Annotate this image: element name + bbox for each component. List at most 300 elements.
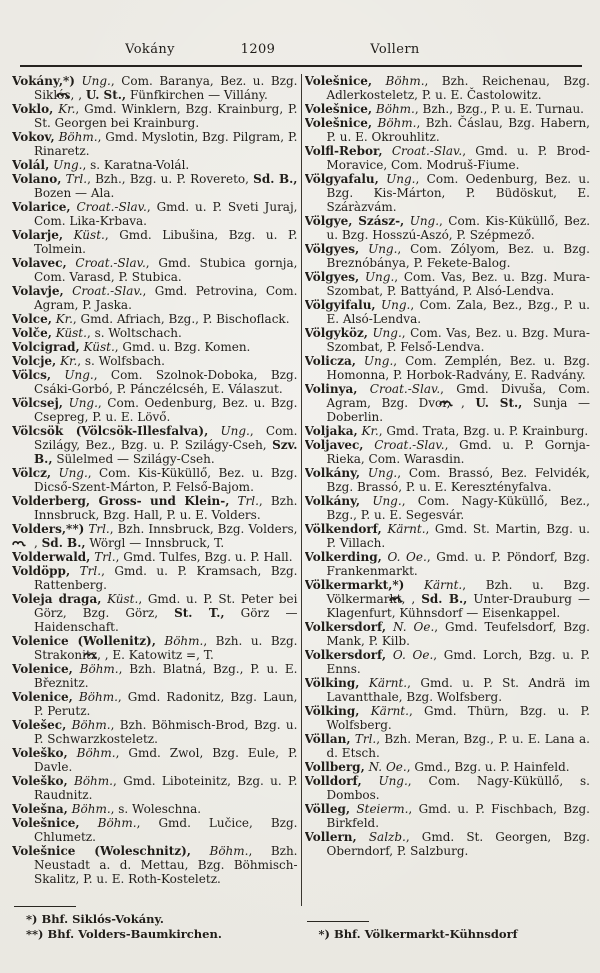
directory-entry [305, 676, 591, 704]
entry-text [51, 368, 64, 382]
directory-entry [305, 760, 591, 774]
directory-entry [305, 424, 591, 438]
entry-region-abbrev: Böhm. [71, 802, 111, 816]
entry-text: , s. Woltschach. [86, 326, 182, 340]
entry-text: , Gmd. u. P. St. Andrä im Lavantthale, Bzg. Wolfsberg. [326, 676, 590, 704]
entry-region-abbrev: Küst. [55, 326, 87, 340]
directory-entry [305, 438, 591, 466]
entry-text: , Gmd. Divuša, Com. Agram, Bzg. Dvor, [326, 382, 590, 410]
entry-text: Görz — Haidenschaft. [34, 606, 298, 634]
entry-text [73, 662, 80, 676]
directory-entry [12, 284, 298, 312]
footnote-rule [14, 906, 76, 908]
directory-entry [305, 732, 591, 760]
entry-headword: Völleg, [304, 802, 351, 816]
entry-text [191, 844, 210, 858]
entry-headword: Volcigrad, [12, 340, 80, 354]
entry-text: , Gmd. u. P. Gornja-Rieka, Com. Warasdin. [326, 438, 590, 466]
entry-text [360, 466, 368, 480]
directory-entry [305, 494, 591, 522]
entry-headword: Voljaka, [304, 424, 358, 438]
entry-region-abbrev: Trl. [65, 172, 88, 186]
entry-region-abbrev: Ung. [372, 494, 402, 508]
entry-text: Fünfkirchen — Villány. [126, 88, 268, 102]
entry-headword: Sd. B., [253, 172, 298, 186]
entry-text: , Gmd., Bzg. u. P. Hainfeld. [406, 760, 570, 774]
entry-text: Sunja — Doberlin. [326, 396, 590, 424]
entry-text: , Gmd. u. P. Fischbach, Bzg. Birkfeld. [326, 802, 590, 830]
directory-entry [12, 774, 298, 802]
directory-entry [12, 340, 298, 354]
directory-entry [12, 494, 298, 522]
directory-entry [12, 368, 298, 396]
entry-headword: Volce, [12, 312, 52, 326]
directory-entry [12, 228, 298, 256]
entry-text [386, 648, 393, 662]
entry-text: , Gmd. Stubica gornja, Com. Varasd, P. Stubica. [34, 256, 298, 284]
entry-text: , Gmd. u. P. Pöndorf, Bzg. Frankenmarkt. [326, 550, 590, 578]
entry-headword: Voleja draga, [12, 592, 102, 606]
entry-region-abbrev: Croat.-Slav. [391, 144, 463, 158]
entry-text: , Gmd. St. Martin, Bzg. u. P. Villach. [326, 522, 590, 550]
entry-region-abbrev: Böhm. [71, 718, 111, 732]
entry-text: , Bzh. u. Bzg. Völkermarkt, [326, 578, 590, 606]
entry-text: , Gmd. Liboteinitz, Bzg. u. P. Raudnitz. [34, 774, 298, 802]
entry-region-abbrev: Croat.-Slav. [72, 284, 143, 298]
entry-region-abbrev: Böhm. [385, 74, 425, 88]
entry-headword: Vollberg, [304, 760, 365, 774]
page-header [12, 42, 590, 60]
entry-text [229, 494, 237, 508]
entry-region-abbrev: Croat.-Slav. [75, 256, 146, 270]
entry-text: , Gmd. Teufelsdorf, Bzg. Mank, P. Kilb. [326, 620, 590, 648]
directory-entry [12, 690, 298, 718]
directory-entry [305, 298, 591, 326]
entry-region-abbrev: Trl. [237, 494, 259, 508]
directory-entry [12, 564, 298, 592]
entry-region-abbrev: Trl. [79, 564, 102, 578]
entry-region-abbrev: Böhm. [377, 116, 417, 130]
entry-region-abbrev: Ung. [364, 270, 395, 284]
entry-region-abbrev: Böhm. [76, 746, 116, 760]
entry-text: , Bzh. Böhmisch-Brod, Bzg. u. P. Schwarzkosteletz. [34, 718, 298, 746]
entry-headword: Völgye, Szász-, [304, 214, 405, 228]
directory-entry [305, 578, 591, 620]
entry-text: Bozen — Ala. [34, 186, 115, 200]
entry-text [383, 144, 392, 158]
entry-headword: Völgyafalu, [304, 172, 379, 186]
directory-entry [12, 326, 298, 340]
entry-headword: Volkerding, [304, 550, 382, 564]
directory-entry [305, 704, 591, 732]
directory-entry [12, 354, 298, 368]
entry-text: , [78, 88, 86, 102]
entry-headword: Voleško, [12, 774, 68, 788]
entry-text: , Gmd. u. P. Sveti Juraj, Com. Lika-Krbava. [34, 200, 298, 228]
directory-entry [305, 382, 591, 424]
footnote-marker: **) [26, 927, 44, 941]
directory-entry [12, 74, 298, 102]
entry-headword: Volešnice, [12, 816, 80, 830]
entry-text: , Com. Zemplén, Bez. u. Bzg. Homonna, P. Horbok-Radvány, E. Radvány. [326, 354, 590, 382]
directory-entry [305, 620, 591, 648]
entry-text: , Com. Oedenburg, Bez. u. Bzg. Csepreg, P. u. E. Lövő. [34, 396, 298, 424]
entry-text: Sülelmed — Szilágy-Cseh. [52, 452, 215, 466]
entry-headword: Volkány, [304, 466, 361, 480]
directory-entry [12, 816, 298, 844]
entry-region-abbrev: Ung. [68, 396, 98, 410]
entry-text [359, 242, 368, 256]
header-keyword-right: Vollern [370, 42, 420, 57]
entry-text [63, 228, 74, 242]
footnote [12, 912, 298, 927]
entry-text: , Gmd. Trata, Bzg. u. P. Krainburg. [378, 424, 589, 438]
entry-region-abbrev: Croat.-Slav. [374, 438, 445, 452]
entry-region-abbrev: Ung. [363, 354, 394, 368]
entry-headword: Szv. B., [34, 438, 298, 466]
directory-entry [305, 214, 591, 242]
entry-region-abbrev: Kärnt. [424, 578, 463, 592]
directory-entry [12, 718, 298, 746]
entry-headword: Völking, [304, 676, 360, 690]
footnote-block [305, 917, 591, 943]
entry-headword: U. St., [475, 396, 523, 410]
directory-entry [12, 424, 298, 466]
entry-headword: Volenice, [12, 690, 73, 704]
entry-region-abbrev: Böhm. [97, 816, 137, 830]
entry-text [359, 676, 368, 690]
entry-region-abbrev: Küst. [83, 340, 115, 354]
entry-headword: Völking, [304, 704, 360, 718]
entry-region-abbrev: Trl. [88, 522, 110, 536]
entry-region-abbrev: Böhm. [74, 774, 113, 788]
footnote [12, 927, 298, 942]
entry-region-abbrev: Kr. [58, 102, 76, 116]
entry-text [386, 620, 393, 634]
entry-text: Unter-Drauburg — Klagenfurt, Kühnsdorf — Eisenkappel. [326, 592, 590, 620]
directory-entry [12, 592, 298, 634]
entry-text: , Gmd. Petrovina, Com. Agram, P. Jaska. [34, 284, 298, 312]
directory-entry [12, 172, 298, 200]
entry-region-abbrev: O. Oe. [387, 550, 427, 564]
entry-region-abbrev: Croat.-Slav. [369, 382, 441, 396]
column-container [12, 74, 590, 942]
entry-text: , [411, 592, 422, 606]
entry-headword: U. St., [85, 88, 127, 102]
entry-text [68, 746, 77, 760]
entry-region-abbrev: N. Oe. [368, 760, 407, 774]
entry-text: , Com. Nagy-Küküllő, s. Dombos. [326, 774, 590, 802]
entry-headword: Volkersdorf, [304, 620, 387, 634]
entry-headword: Volfl-Rebor, [304, 144, 383, 158]
directory-entry [305, 116, 591, 144]
entry-text: , Com. Szilágy, Bez., Bzg. u. P. Szilágy-Cseh, [34, 424, 298, 452]
entry-region-abbrev: Trl. [94, 550, 116, 564]
directory-entry [12, 396, 298, 424]
directory-entry [12, 200, 298, 228]
entry-headword: Volešec, [12, 718, 67, 732]
entry-text: , Gmd. Thürn, Bzg. u. P. Wolfsberg. [326, 704, 590, 732]
entry-text: , s. Wolfsbach. [77, 354, 165, 368]
entry-text [356, 354, 364, 368]
entry-text [359, 704, 370, 718]
entry-text: , [34, 536, 42, 550]
directory-entry [305, 242, 591, 270]
entry-text: , Gmd. u. P. St. Peter bei Görz, Bzg. Görz, [34, 592, 298, 620]
entry-headword: St. T., [174, 606, 225, 620]
directory-entry [12, 522, 298, 550]
entry-region-abbrev: Ung. [220, 424, 250, 438]
entry-region-abbrev: Ung. [372, 326, 402, 340]
entry-headword: Volkány, [304, 494, 361, 508]
entry-headword: Voleško, [12, 746, 68, 760]
footnote-block [12, 902, 298, 943]
entry-text: , Bzh. Innsbruck, Bzg. Hall, P. u. E. Volders. [34, 494, 298, 522]
header-rule [20, 65, 582, 67]
entry-region-abbrev: Kärnt. [368, 676, 408, 690]
entry-region-abbrev: Ung. [367, 466, 398, 480]
footnote-marker: *) [318, 927, 330, 941]
entry-headword: Volicza, [304, 354, 356, 368]
directory-entry [305, 550, 591, 578]
entry-headword: Völgyes, [304, 242, 360, 256]
entry-region-abbrev: Ung. [409, 214, 440, 228]
entry-text: , Bzh., Bzg., P. u. E. Turnau. [414, 102, 584, 116]
entry-headword: Volavje, [12, 284, 64, 298]
directory-entry [12, 550, 298, 564]
directory-entry [305, 172, 591, 214]
entry-region-abbrev: Salzb. [368, 830, 406, 844]
directory-entry [305, 522, 591, 550]
directory-entry [305, 102, 591, 116]
entry-text: , Com. Baranya, Bez. u. Bzg. Siklós, [34, 74, 298, 102]
entry-region-abbrev: Croat.-Slav. [76, 200, 147, 214]
entry-text: , Com. Zala, Bez., Bzg., P. u. E. Alsó-Lendva. [326, 298, 590, 326]
entry-text: , s. Woleschna. [110, 802, 202, 816]
entry-region-abbrev: Böhm. [78, 690, 118, 704]
entry-text: , Bzh., Bzg. u. P. Rovereto, [87, 172, 254, 186]
entry-text: , Com. Vas, Bez. u. Bzg. Mura-Szombat, P. Felső-Lendva. [326, 326, 590, 354]
entry-text [404, 578, 424, 592]
entry-headword: Volderwald, [12, 550, 91, 564]
entry-region-abbrev: Ung. [381, 298, 411, 312]
entry-text: , Bzh. Innsbruck, Bzg. Volders, [109, 522, 298, 536]
entry-headword: Völgyifalu, [304, 298, 376, 312]
entry-region-abbrev: Böhm. [79, 662, 119, 676]
entry-text [357, 382, 369, 396]
page-number: 1209 [240, 42, 276, 57]
entry-region-abbrev: Böhm. [58, 130, 98, 144]
directory-entry [12, 312, 298, 326]
entry-headword: Völcsök (Völcsök-Illesfalva), [12, 424, 209, 438]
entry-text [362, 774, 379, 788]
directory-entry [305, 774, 591, 802]
directory-entry [12, 746, 298, 774]
entry-headword: Volešnice (Woleschnitz), [12, 844, 191, 858]
header-keyword-left: Vokány [125, 42, 175, 57]
entry-headword: Volenice, [12, 662, 73, 676]
entry-region-abbrev: Böhm. [375, 102, 415, 116]
entry-headword: Völcsej, [12, 396, 63, 410]
entry-text: , Gmd. Zwol, Bzg. Eule, P. Davle. [34, 746, 298, 774]
entry-text: , Gmd. St. Georgen, Bzg. Oberndorf, P. Salzburg. [326, 830, 590, 858]
entry-headword: Volarice, [12, 200, 71, 214]
entry-headword: Völkendorf, [304, 522, 382, 536]
entry-region-abbrev: N. Oe. [393, 620, 435, 634]
directory-entry [12, 158, 298, 172]
entry-text [208, 424, 220, 438]
footnote-text: Bhf. Siklós-Vokány. [41, 912, 164, 926]
entry-headword: Völgyköz, [304, 326, 368, 340]
entry-text [64, 284, 72, 298]
footnote-rule [307, 921, 369, 923]
entry-text: , Gmd. Afriach, Bzg., P. Bischoflack. [72, 312, 290, 326]
footnote-text: Bhf. Volders-Baumkirchen. [47, 927, 222, 941]
entry-headword: Volešnice, [304, 102, 373, 116]
entry-region-abbrev: O. Oe. [392, 648, 434, 662]
entry-region-abbrev: Ung. [81, 74, 111, 88]
entry-text: , Gmd. u. P. Kramsach, Bzg. Rattenberg. [34, 564, 298, 592]
entry-text: , Com. Oedenburg, Bez. u. Bzg. Kis-Márton, P. Büdöskut, E. Száràzvám. [326, 172, 590, 214]
entry-text: , Gmd. u. P. Brod-Moravice, Com. Modruš-Fiume. [326, 144, 590, 172]
directory-entry [305, 648, 591, 676]
entry-headword: Vollern, [304, 830, 357, 844]
entry-headword: Sd. B., [421, 592, 468, 606]
entry-text: , E. Katowitz =, T. [104, 648, 214, 662]
entry-headword: Völlan, [304, 732, 351, 746]
entry-text: , Gmd. Tulfes, Bzg. u. P. Hall. [115, 550, 293, 564]
entry-headword: Volano, [12, 172, 62, 186]
entry-region-abbrev: Kärnt. [370, 704, 409, 718]
directory-entry [305, 270, 591, 298]
entry-headword: Volenice (Wollenitz), [12, 634, 156, 648]
entry-region-abbrev: Kr. [361, 424, 379, 438]
entry-headword: Volešnice, [304, 74, 373, 88]
entry-headword: Volcje, [12, 354, 57, 368]
entry-text [70, 564, 80, 578]
footnote-marker: *) [26, 912, 38, 926]
entry-headword: Voljavec, [304, 438, 364, 452]
entry-text: , Bzh. Meran, Bzg., P. u. E. Lana a. d. Etsch. [326, 732, 590, 760]
entry-headword: Völkermarkt,*) [304, 578, 405, 592]
entry-text: , s. Karatna-Volál. [82, 158, 190, 172]
entry-text [372, 74, 385, 88]
entry-headword: Volinya, [304, 382, 358, 396]
entry-text [80, 816, 98, 830]
directory-entry [12, 844, 298, 886]
entry-headword: Volál, [12, 158, 50, 172]
entry-region-abbrev: Kr. [60, 354, 78, 368]
entry-headword: Voldöpp, [12, 564, 71, 578]
entry-text: , Com. Brassó, Bez. Felvidék, Bzg. Brassó, P. u. E. Keresztényfalva. [326, 466, 590, 494]
entry-text [357, 830, 369, 844]
entry-region-abbrev: Ung. [386, 172, 416, 186]
entry-text [363, 438, 374, 452]
entry-text: , Gmd. Lorch, Bzg. u. P. Enns. [326, 648, 590, 676]
directory-entry [305, 74, 591, 102]
directory-entry [12, 634, 298, 662]
entry-text: , Bzh. Reichenau, Bzg. Adlerkosteletz, P. u. E. Častolowitz. [326, 74, 590, 102]
directory-entry [305, 802, 591, 830]
entry-headword: Sd. B., [41, 536, 86, 550]
entry-text: , Gmd. Winklern, Bzg. Krainburg, P. St. Georgen bei Krainburg. [34, 102, 298, 130]
directory-entry [305, 144, 591, 172]
entry-headword: Völgyes, [304, 270, 360, 284]
entry-text: , Com. Szolnok-Doboka, Bzg. Csáki-Gorbó, P. Pánczélcséh, E. Válaszut. [34, 368, 298, 396]
entry-region-abbrev: Böhm. [209, 844, 249, 858]
entry-headword: Volče, [12, 326, 52, 340]
entry-text: , Bzh. u. Bzg. Strakonitz, [34, 634, 298, 662]
entry-region-abbrev: Ung. [378, 774, 408, 788]
entry-text: , [461, 396, 476, 410]
entry-text: , Bzh. Čáslau, Bzg. Habern, P. u. E. Okrouhlitz. [326, 116, 590, 144]
entry-text: , Bzh. Blatná, Bzg., P. u. E. Březnitz. [34, 662, 298, 690]
entry-text: , Gmd. u. Bzg. Komen. [114, 340, 251, 354]
footnote-text: Bhf. Völkermarkt-Kühnsdorf [333, 927, 518, 941]
entry-headword: Volkersdorf, [304, 648, 387, 662]
entry-text: , Com. Kis-Küküllő, Bez. u. Bzg. Hosszú-Aszó, P. Szépmező. [326, 214, 590, 242]
entry-headword: Vokov, [12, 130, 55, 144]
entry-region-abbrev: Ung. [58, 466, 88, 480]
entry-region-abbrev: Steierm. [356, 802, 409, 816]
footnote [305, 927, 591, 942]
entry-headword: Volešnice, [304, 116, 373, 130]
right-column [305, 74, 591, 942]
entry-text: , Com. Nagy-Küküllő, Bez., Bzg., P. u. E. Segesvár. [326, 494, 590, 522]
directory-entry [12, 102, 298, 130]
entry-headword: Volešna, [12, 802, 68, 816]
directory-entry [305, 830, 591, 858]
entry-region-abbrev: Ung. [368, 242, 398, 256]
entry-headword: Volders,**) [12, 522, 85, 536]
entry-text: Wörgl — Innsbruck, T. [85, 536, 225, 550]
directory-entry [12, 466, 298, 494]
entry-headword: Volavec, [12, 256, 67, 270]
entry-headword: Völcz, [12, 466, 52, 480]
left-column [12, 74, 298, 942]
entry-region-abbrev: Ung. [64, 368, 94, 382]
entry-region-abbrev: Trl. [354, 732, 377, 746]
entry-region-abbrev: Ung. [53, 158, 83, 172]
directory-entry [12, 256, 298, 284]
entry-headword: Volarje, [12, 228, 64, 242]
entry-region-abbrev: Kärnt. [387, 522, 426, 536]
directory-entry [12, 802, 298, 816]
entry-text: , Gmd. Lučice, Bzg. Chlumetz. [34, 816, 298, 844]
directory-entry [12, 662, 298, 690]
entry-region-abbrev: Böhm. [164, 634, 204, 648]
column-divider [301, 74, 302, 906]
entry-region-abbrev: Küst. [107, 592, 139, 606]
entry-text: , Gmd. Radonitz, Bzg. Laun, P. Perutz. [34, 690, 298, 718]
entry-headword: Volderberg, Gross- und Klein-, [12, 494, 230, 508]
directory-entry [305, 354, 591, 382]
directory-entry [12, 130, 298, 158]
entry-headword: Voklo, [12, 102, 54, 116]
entry-text: , Com. Zólyom, Bez. u. Bzg. Breznóbánya, P. Fekete-Balog. [326, 242, 590, 270]
directory-entry [305, 466, 591, 494]
entry-headword: Vokány,*) [12, 74, 75, 88]
entry-text: , Com. Vas, Bez. u. Bzg. Mura-Szombat, P. Battyánd, P. Alsó-Lendva. [326, 270, 590, 298]
entry-region-abbrev: Küst. [73, 228, 105, 242]
entry-text: , Com. Kis-Küküllő, Bez. u. Bzg. Dicső-Szent-Márton, P. Felső-Bajom. [34, 466, 298, 494]
entry-text [360, 494, 372, 508]
entry-text: , Gmd. Libušina, Bzg. u. P. Tolmein. [34, 228, 298, 256]
entry-headword: Volldorf, [304, 774, 362, 788]
entry-text: , Bzh. Neustadt a. d. Mettau, Bzg. Böhmisch-Skalitz, P. u. E. Roth-Kosteletz. [34, 844, 298, 886]
directory-entry [305, 326, 591, 354]
entry-region-abbrev: Kr. [55, 312, 73, 326]
